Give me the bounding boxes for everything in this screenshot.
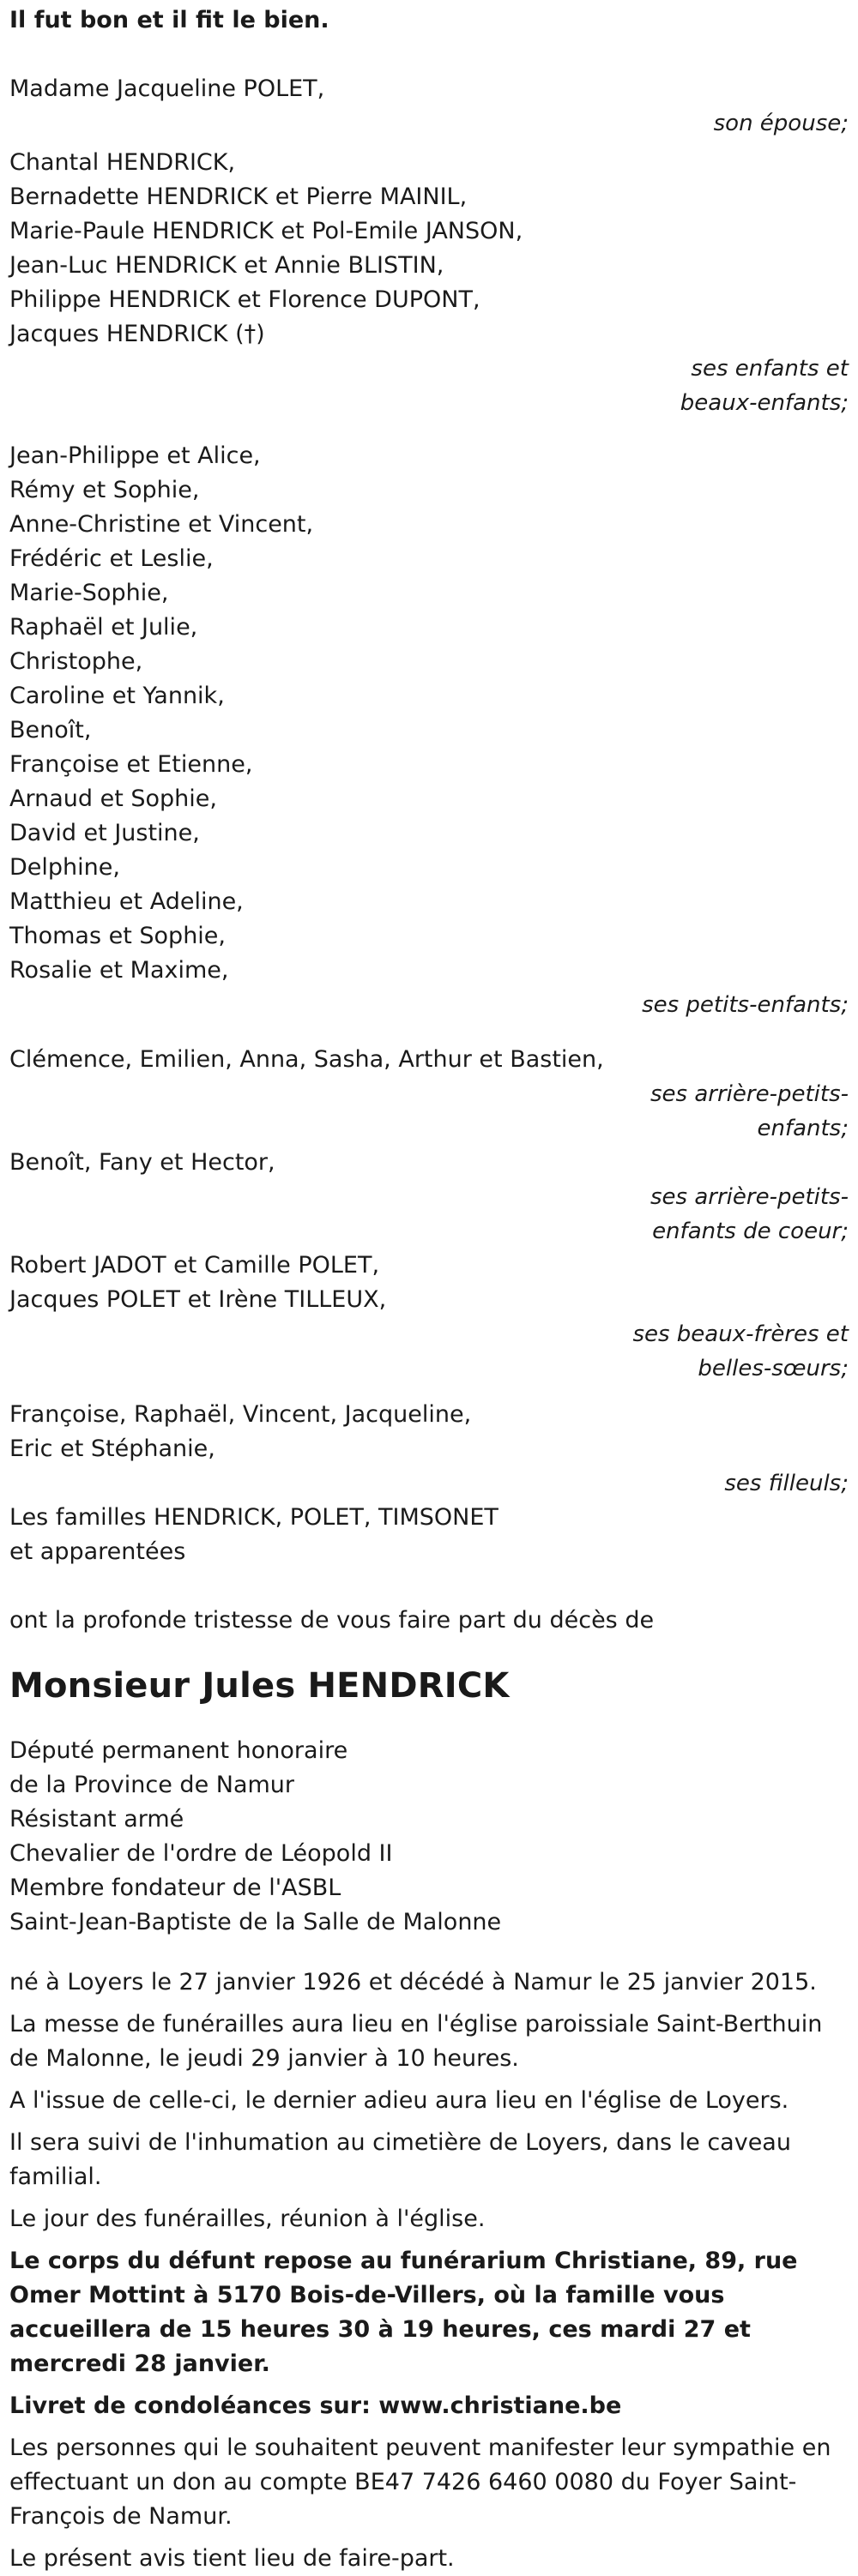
birth-death-paragraph: né à Loyers le 27 janvier 1926 et décédé à Namur le 25 janvier 2015. <box>9 1969 817 1995</box>
family-name-line: Benoît, Fany et Hector, <box>9 1149 275 1176</box>
family-name-line: Benoît, <box>9 717 92 743</box>
family-name-line: Françoise et Etienne, <box>9 751 253 778</box>
family-group-in-laws <box>9 1249 849 1386</box>
deceased-name: Monsieur Jules HENDRICK <box>9 1666 510 1706</box>
title-line: de la Province de Namur <box>9 1772 295 1798</box>
relation-label: ses arrière-petits- <box>650 1081 849 1107</box>
family-group-great-grandchildren <box>9 1043 849 1146</box>
relation-label: ses filleuls; <box>724 1471 849 1496</box>
motto: Il fut bon et il fit le bien. <box>9 7 329 33</box>
family-name-line: Jean-Philippe et Alice, <box>9 442 261 469</box>
family-name-line: Jean-Luc HENDRICK et Annie BLISTIN, <box>9 252 444 279</box>
burial-paragraph: Il sera suivi de l'inhumation au cimetière de Loyers, dans le caveau familial. <box>9 2129 791 2190</box>
families-block <box>9 1501 849 1569</box>
title-line: Saint-Jean-Baptiste de la Salle de Malonne <box>9 1909 502 1935</box>
notice-paragraph: Le présent avis tient lieu de faire-part. <box>9 2545 455 2572</box>
family-name-line: Anne-Christine et Vincent, <box>9 511 314 538</box>
family-name-line: Raphaël et Julie, <box>9 614 198 641</box>
family-name-line: Madame Jacqueline POLET, <box>9 75 325 102</box>
family-name-line: Philippe HENDRICK et Florence DUPONT, <box>9 286 480 313</box>
family-name-line: Eric et Stéphanie, <box>9 1435 215 1462</box>
donation-paragraph: Les personnes qui le souhaitent peuvent manifester leur sympathie en effectuant un don au compte BE47 7426 6460 0080 du Foyer Saint-François de Namur. <box>9 2435 831 2530</box>
relation-label: enfants; <box>757 1116 849 1141</box>
family-group-grandchildren <box>9 439 849 1022</box>
family-name-line: Françoise, Raphaël, Vincent, Jacqueline, <box>9 1401 472 1428</box>
family-name-line: Arnaud et Sophie, <box>9 785 217 812</box>
details-block <box>9 1965 849 2576</box>
title-line: Député permanent honoraire <box>9 1737 348 1764</box>
family-name-line: Marie-Paule HENDRICK et Pol-Emile JANSON, <box>9 218 523 244</box>
relation-label: ses arrière-petits- <box>650 1184 849 1210</box>
relation-label: beaux-enfants; <box>680 390 849 416</box>
family-group-great-grandchildren-heart <box>9 1146 849 1249</box>
farewell-paragraph: A l'issue de celle-ci, le dernier adieu aura lieu en l'église de Loyers. <box>9 2087 789 2114</box>
relation-label: ses beaux-frères et <box>632 1321 849 1347</box>
family-name-line: Rémy et Sophie, <box>9 477 200 503</box>
title-line: Chevalier de l'ordre de Léopold II <box>9 1840 393 1867</box>
family-name-line: Thomas et Sophie, <box>9 923 227 949</box>
family-name-line: Chantal HENDRICK, <box>9 149 236 176</box>
condolences-paragraph: Livret de condoléances sur: www.christiane.be <box>9 2392 622 2419</box>
family-name-line: David et Justine, <box>9 820 200 846</box>
family-name-line: Rosalie et Maxime, <box>9 957 229 984</box>
family-name-line: Clémence, Emilien, Anna, Sasha, Arthur et Bastien, <box>9 1046 604 1073</box>
title-line: Résistant armé <box>9 1806 184 1833</box>
family-name-line: Robert JADOT et Camille POLET, <box>9 1252 380 1279</box>
family-name-line: Christophe, <box>9 648 143 675</box>
family-name-line: Bernadette HENDRICK et Pierre MAINIL, <box>9 184 468 210</box>
announcement: ont la profonde tristesse de vous faire part du décès de <box>9 1607 655 1634</box>
family-name-line: Matthieu et Adeline, <box>9 888 244 915</box>
families-line: et apparentées <box>9 1538 186 1565</box>
relation-label: enfants de coeur; <box>652 1219 849 1244</box>
titles-block <box>9 1734 849 1940</box>
family-name-line: Jacques POLET et Irène TILLEUX, <box>9 1286 387 1313</box>
families-line: Les familles HENDRICK, POLET, TIMSONET <box>9 1504 498 1531</box>
mass-paragraph: La messe de funérailles aura lieu en l'église paroissiale Saint-Berthuin de Malonne, le jeudi 29 janvier à 10 heures. <box>9 2011 823 2072</box>
family-name-line: Delphine, <box>9 854 120 881</box>
family-group-spouse <box>9 72 849 141</box>
family-group-godchildren <box>9 1398 849 1501</box>
relation-label: ses petits-enfants; <box>642 992 849 1018</box>
relation-label: ses enfants et <box>691 356 849 382</box>
family-group-children <box>9 146 849 420</box>
title-line: Membre fondateur de l'ASBL <box>9 1875 341 1901</box>
relation-label: belles-sœurs; <box>698 1356 849 1381</box>
family-name-line: Caroline et Yannik, <box>9 683 225 709</box>
relation-label: son épouse; <box>713 111 849 136</box>
family-name-line: Marie-Sophie, <box>9 580 169 606</box>
family-name-line: Jacques HENDRICK (†) <box>9 321 265 347</box>
meeting-paragraph: Le jour des funérailles, réunion à l'église. <box>9 2206 486 2232</box>
family-name-line: Frédéric et Leslie, <box>9 545 214 572</box>
funerarium-paragraph: Le corps du défunt repose au funérarium Christiane, 89, rue Omer Mottint à 5170 Bois-de-Villers, où la famille vous accueillera de 15 heures 30 à 19 heures, ces mardi 27 et mercredi 28 janvier. <box>9 2248 798 2377</box>
